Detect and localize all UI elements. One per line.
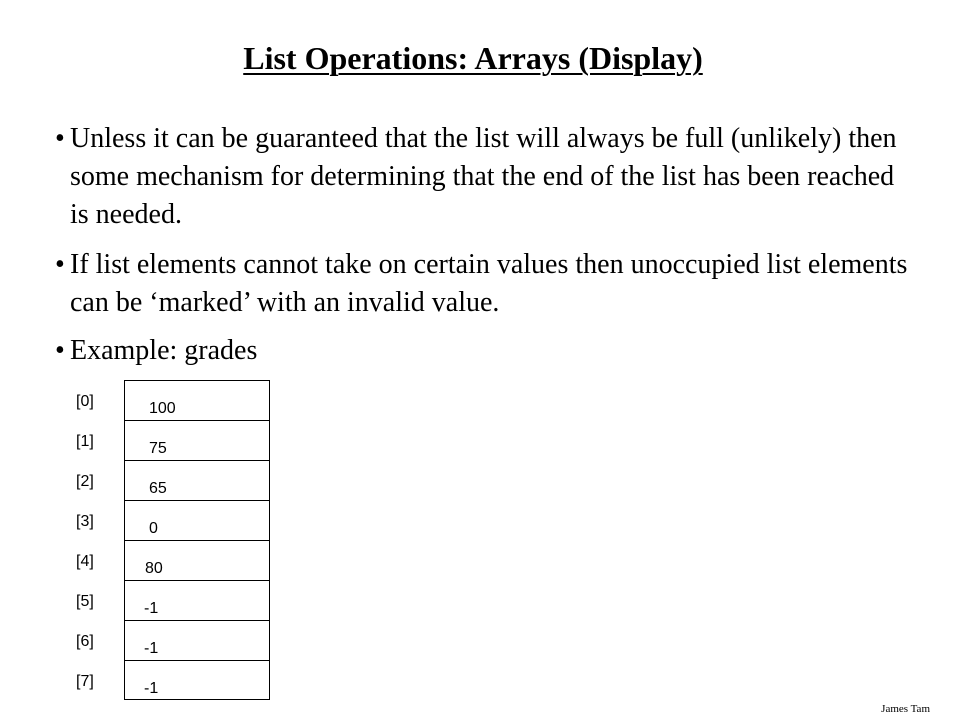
bullet-item	[55, 246, 915, 322]
author-footer: James Tam	[881, 703, 930, 715]
array-cell	[125, 501, 269, 541]
bullet-item	[55, 120, 915, 234]
array-cell	[125, 661, 269, 701]
array-index: [6]	[76, 633, 94, 650]
array-cell	[125, 541, 269, 581]
array-cell-value: 100	[149, 400, 176, 417]
array-cell-value: -1	[144, 600, 159, 617]
array-index: [5]	[76, 593, 94, 610]
bullet-marker: •	[55, 335, 65, 366]
array-index: [2]	[76, 473, 94, 490]
bullet-list	[55, 120, 915, 380]
array-index: [4]	[76, 553, 94, 570]
array-cell-value: -1	[144, 640, 159, 657]
array-cell	[125, 621, 269, 661]
bullet-text: Unless it can be guaranteed that the list will always be full (unlikely) then some mechanism for determining that the end of the list has been reached is needed.	[70, 123, 897, 230]
array-cell-value: 0	[149, 520, 158, 537]
bullet-marker: •	[55, 123, 65, 154]
bullet-marker: •	[55, 249, 65, 280]
array-index: [1]	[76, 433, 94, 450]
array-cell	[125, 461, 269, 501]
slide-title: List Operations: Arrays (Display)	[243, 40, 703, 76]
array-cell-value: 75	[149, 440, 167, 457]
array-index: [7]	[76, 673, 94, 690]
bullet-text: If list elements cannot take on certain values then unoccupied list elements can be ‘marked’ with an invalid value.	[70, 249, 908, 318]
bullet-item	[55, 332, 915, 370]
array-cell-value: 80	[145, 560, 163, 577]
array-index: [0]	[76, 393, 94, 410]
array-cell	[125, 381, 269, 421]
bullet-text: Example: grades	[70, 335, 258, 366]
grades-array	[124, 380, 270, 700]
array-cell	[125, 421, 269, 461]
array-cell-value: -1	[144, 680, 159, 697]
array-index: [3]	[76, 513, 94, 530]
array-cell	[125, 581, 269, 621]
array-cell-value: 65	[149, 480, 167, 497]
